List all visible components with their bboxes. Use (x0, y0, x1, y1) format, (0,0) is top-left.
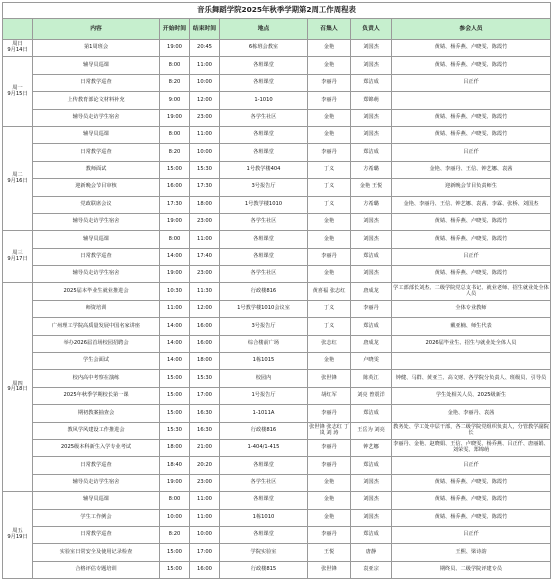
location-cell: 各班课堂 (220, 126, 308, 143)
event-content-cell: 辅导员巡课 (33, 126, 160, 143)
start-time-cell: 18:40 (160, 457, 190, 474)
table-row (3, 213, 551, 230)
end-time-cell: 21:00 (190, 439, 220, 456)
end-time-cell: 18:00 (190, 196, 220, 213)
owner-cell: 刘国杰 (351, 492, 392, 509)
event-content-cell: 辅导员巡课 (33, 57, 160, 74)
convener-cell: 胡红军 (308, 387, 351, 404)
location-cell: 各班课堂 (220, 526, 308, 543)
owner-cell: 卢晓雯 (351, 353, 392, 370)
owner-cell: 刘国杰 (351, 266, 392, 283)
end-time-cell: 15:30 (190, 161, 220, 178)
convener-cell: 金艳 (308, 213, 351, 230)
attendees-cell: 吕正仟 (392, 526, 551, 543)
convener-cell: 丁义 (308, 196, 351, 213)
start-time-cell: 14:00 (160, 318, 190, 335)
convener-cell: 金艳 (308, 509, 351, 526)
table-row (3, 474, 551, 491)
event-content-cell: 合格评估专题培训 (33, 561, 160, 578)
event-content-cell: 校内高中考察在演练 (33, 370, 160, 387)
date-label: 9月15日 (7, 90, 28, 97)
end-time-cell: 12:00 (190, 300, 220, 317)
owner-cell: 郑洁成 (351, 74, 392, 91)
location-cell: 各班课堂 (220, 144, 308, 161)
convener-cell: 丁义 (308, 161, 351, 178)
event-content-cell: 日常教学巡查 (33, 74, 160, 91)
table-row (3, 439, 551, 456)
header-day (3, 19, 33, 40)
location-cell: 学院实验室 (220, 544, 308, 561)
end-time-cell: 20:20 (190, 457, 220, 474)
attendees-cell: 吕正仟 (392, 144, 551, 161)
weekday-label: 周四 (12, 380, 23, 387)
attendees-cell: 李丽丹、金艳、赵晓娟、王信、卢晓雯、杨乔燕、吕正仟、唐丽娟、刘荣雯、郑锦萌 (392, 439, 551, 456)
start-time-cell: 9:00 (160, 92, 190, 109)
table-row (3, 457, 551, 474)
day-label (3, 40, 33, 57)
attendees-cell: 迎新晚会节目负责师生 (392, 179, 551, 196)
event-content-cell: 迎新晚会节目审核 (33, 179, 160, 196)
end-time-cell: 23:00 (190, 474, 220, 491)
header-owner: 负责人 (351, 19, 392, 40)
table-row (3, 126, 551, 143)
header-convener: 召集人 (308, 19, 351, 40)
event-content-cell: 期初教案抽查会 (33, 405, 160, 422)
day-label (3, 492, 33, 579)
owner-cell: 刘国杰 (351, 474, 392, 491)
end-time-cell: 17:00 (190, 544, 220, 561)
start-time-cell: 15:00 (160, 370, 190, 387)
page-title: 音乐舞蹈学院2025年秋季学期第2周工作周程表 (3, 3, 551, 19)
location-cell: 各班课堂 (220, 231, 308, 248)
convener-cell: 金艳 (308, 109, 351, 126)
owner-cell: 刘亮 曾震洋 (351, 387, 392, 404)
start-time-cell: 16:00 (160, 179, 190, 196)
day-label (3, 57, 33, 127)
owner-cell: 刘国杰 (351, 126, 392, 143)
owner-cell: 李丽丹 (351, 300, 392, 317)
table-row (3, 109, 551, 126)
location-cell: 1-1010 (220, 92, 308, 109)
table-row (3, 92, 551, 109)
start-time-cell: 15:00 (160, 387, 190, 404)
event-content-cell: 辅导员走访学生宿舍 (33, 213, 160, 230)
end-time-cell: 11:00 (190, 57, 220, 74)
start-time-cell: 14:00 (160, 335, 190, 352)
weekday-label: 周一 (12, 84, 23, 91)
end-time-cell: 23:00 (190, 109, 220, 126)
convener-cell: 张世锋 (308, 370, 351, 387)
owner-cell: 唐成龙 (351, 335, 392, 352)
convener-cell: 丁义 (308, 318, 351, 335)
convener-cell: 金艳 (308, 126, 351, 143)
convener-cell: 金艳 (308, 492, 351, 509)
owner-cell: 方希璐 (351, 196, 392, 213)
day-label (3, 126, 33, 230)
header-start-time: 开始时间 (160, 19, 190, 40)
end-time-cell: 11:00 (190, 509, 220, 526)
start-time-cell: 11:00 (160, 300, 190, 317)
end-time-cell: 11:00 (190, 126, 220, 143)
owner-cell: 唐成龙 (351, 283, 392, 300)
location-cell: 各班课堂 (220, 492, 308, 509)
start-time-cell: 15:00 (160, 544, 190, 561)
event-content-cell: 上传教育部论文材料补充 (33, 92, 160, 109)
end-time-cell: 17:40 (190, 248, 220, 265)
event-content-cell: 实验室日常安全及使用记录检查 (33, 544, 160, 561)
event-content-cell: 日常教学巡查 (33, 457, 160, 474)
weekday-label: 周三 (12, 250, 23, 257)
date-label: 9月17日 (7, 255, 28, 262)
table-row (3, 161, 551, 178)
start-time-cell: 10:30 (160, 283, 190, 300)
owner-cell: 刘国杰 (351, 40, 392, 57)
owner-cell: 钟艺娜 (351, 439, 392, 456)
event-content-cell: 学生工作例会 (33, 509, 160, 526)
attendees-cell: 金艳、李丽丹、王信、钟艺娜、袁茜 (392, 161, 551, 178)
event-content-cell: 2025届本毕业生就业推进会 (33, 283, 160, 300)
attendees-cell: 王熙、梁诗韵 (392, 544, 551, 561)
convener-cell: 金艳 (308, 57, 351, 74)
end-time-cell: 18:00 (190, 353, 220, 370)
attendees-cell (392, 92, 551, 109)
owner-cell: 金艳 王悦 (351, 179, 392, 196)
schedule-body (3, 40, 551, 579)
attendees-cell: 全体专业教师 (392, 300, 551, 317)
attendees-cell: 黄婧、杨乔燕、卢晓雯、陈霞竹 (392, 474, 551, 491)
end-time-cell: 20:45 (190, 40, 220, 57)
table-row (3, 57, 551, 74)
location-cell: 1-404/1-415 (220, 439, 308, 456)
table-row (3, 179, 551, 196)
attendees-cell (392, 353, 551, 370)
weekday-label: 周日 (12, 41, 23, 48)
convener-cell: 金艳 (308, 474, 351, 491)
attendees-cell: 教务处、学工处中层干部，各二级学院党组织负责人，分管教学副院长 (392, 422, 551, 439)
convener-cell: 李丽丹 (308, 92, 351, 109)
event-content-cell: 广州理工学院高质量发展中国名家讲座 (33, 318, 160, 335)
day-label (3, 283, 33, 492)
event-content-cell: 教风学风建设工作推进会 (33, 422, 160, 439)
end-time-cell: 10:00 (190, 74, 220, 91)
event-content-cell: 学生会面试 (33, 353, 160, 370)
start-time-cell: 18:00 (160, 439, 190, 456)
start-time-cell: 8:00 (160, 231, 190, 248)
attendees-cell: 黄婧、杨乔燕、卢晓雯、陈霞竹 (392, 40, 551, 57)
end-time-cell: 16:00 (190, 335, 220, 352)
table-row (3, 422, 551, 439)
header-row (3, 19, 551, 40)
table-row (3, 40, 551, 57)
attendees-cell: 黄婧、杨乔燕、卢晓雯、陈霞竹 (392, 126, 551, 143)
header-content: 内容 (33, 19, 160, 40)
attendees-cell: 黄婧、杨乔燕、卢晓雯、陈霞竹 (392, 57, 551, 74)
location-cell: 3号报告厅 (220, 179, 308, 196)
end-time-cell: 10:00 (190, 526, 220, 543)
attendees-cell: 黄婧、杨乔燕、卢晓雯、陈霞竹 (392, 492, 551, 509)
owner-cell: 刘国杰 (351, 109, 392, 126)
header-end-time: 结束时间 (190, 19, 220, 40)
location-cell: 1-1011A (220, 405, 308, 422)
table-row (3, 387, 551, 404)
event-content-cell: 辅导员巡课 (33, 231, 160, 248)
location-cell: 各班课堂 (220, 457, 308, 474)
table-row (3, 405, 551, 422)
start-time-cell: 19:00 (160, 40, 190, 57)
attendees-cell: 黄婧、杨乔燕、卢晓雯、陈霞竹 (392, 213, 551, 230)
table-row (3, 318, 551, 335)
schedule-sheet (2, 2, 550, 579)
location-cell: 1号教学楼1010会议室 (220, 300, 308, 317)
table-row (3, 353, 551, 370)
table-row (3, 231, 551, 248)
weekday-label: 周五 (12, 528, 23, 535)
convener-cell: 王悦 (308, 544, 351, 561)
end-time-cell: 11:00 (190, 492, 220, 509)
owner-cell: 郑洁成 (351, 144, 392, 161)
start-time-cell: 15:00 (160, 161, 190, 178)
attendees-cell: 金艳、李丽丹、王信、钟艺娜、袁茜、李霖、张桥、刘国杰 (392, 196, 551, 213)
convener-cell: 李丽丹 (308, 74, 351, 91)
end-time-cell: 23:00 (190, 266, 220, 283)
owner-cell: 郑洁成 (351, 405, 392, 422)
table-row (3, 144, 551, 161)
event-content-cell: 举办2026届首场校园招聘会 (33, 335, 160, 352)
attendees-cell: 学工部部长刘杰、二级学院党总支书记、就业老师、招生就业处全体人员 (392, 283, 551, 300)
end-time-cell: 11:30 (190, 283, 220, 300)
location-cell: 各班课堂 (220, 57, 308, 74)
location-cell: 各学生社区 (220, 109, 308, 126)
convener-cell: 李丽丹 (308, 405, 351, 422)
convener-cell: 丁义 (308, 300, 351, 317)
start-time-cell: 14:00 (160, 353, 190, 370)
start-time-cell: 8:20 (160, 144, 190, 161)
location-cell: 各学生社区 (220, 266, 308, 283)
event-content-cell: 辅导员巡课 (33, 492, 160, 509)
end-time-cell: 10:00 (190, 144, 220, 161)
convener-cell: 金艳 (308, 40, 351, 57)
start-time-cell: 10:00 (160, 509, 190, 526)
location-cell: 1号教学楼1010 (220, 196, 308, 213)
location-cell: 校园内 (220, 370, 308, 387)
convener-cell: 金艳 (308, 266, 351, 283)
table-row (3, 370, 551, 387)
attendees-cell: 钟健、马群、黄亚兰、高文财、各学院分负责人、班级员、引导员 (392, 370, 551, 387)
attendees-cell: 金艳、李丽丹、袁茜 (392, 405, 551, 422)
event-content-cell: 第1周班会 (33, 40, 160, 57)
end-time-cell: 17:30 (190, 179, 220, 196)
owner-cell: 刘国杰 (351, 57, 392, 74)
owner-cell: 刘国杰 (351, 213, 392, 230)
attendees-cell: 黄婧、杨乔燕、卢晓雯、陈霞竹 (392, 509, 551, 526)
end-time-cell: 23:00 (190, 213, 220, 230)
location-cell: 综合楼前广场 (220, 335, 308, 352)
event-content-cell: 日常教学巡查 (33, 248, 160, 265)
event-content-cell: 辅导员走访学生宿舍 (33, 474, 160, 491)
date-label: 9月16日 (7, 177, 28, 184)
event-content-cell: 辅导员走访学生宿舍 (33, 109, 160, 126)
event-content-cell: 2025年秋季学期校长第一课 (33, 387, 160, 404)
convener-cell: 李丽丹 (308, 526, 351, 543)
location-cell: 1号报告厅 (220, 387, 308, 404)
day-label (3, 231, 33, 283)
end-time-cell: 16:00 (190, 561, 220, 578)
header-attendees: 参会人员 (392, 19, 551, 40)
convener-cell: 金艳 (308, 353, 351, 370)
table-row (3, 561, 551, 578)
end-time-cell: 16:00 (190, 318, 220, 335)
table-row (3, 526, 551, 543)
start-time-cell: 8:00 (160, 126, 190, 143)
start-time-cell: 15:30 (160, 422, 190, 439)
event-content-cell: 日常教学巡查 (33, 144, 160, 161)
convener-cell: 李丽丹 (308, 457, 351, 474)
end-time-cell: 11:00 (190, 231, 220, 248)
event-content-cell: 日常教学巡查 (33, 526, 160, 543)
location-cell: 行政楼816 (220, 283, 308, 300)
convener-cell: 张世锋 张志红 丁岚 刘 涛 (308, 422, 351, 439)
location-cell: 6栋班会教室 (220, 40, 308, 57)
table-row (3, 492, 551, 509)
location-cell: 各学生社区 (220, 213, 308, 230)
start-time-cell: 17:30 (160, 196, 190, 213)
table-row (3, 300, 551, 317)
header-location: 地点 (220, 19, 308, 40)
attendees-cell: 期终员、二级学院评建专员 (392, 561, 551, 578)
end-time-cell: 12:00 (190, 92, 220, 109)
start-time-cell: 19:00 (160, 213, 190, 230)
start-time-cell: 19:00 (160, 266, 190, 283)
start-time-cell: 8:00 (160, 57, 190, 74)
date-label: 9月19日 (7, 534, 28, 541)
attendees-cell: 学生处相关人员、2025级新生 (392, 387, 551, 404)
table-row (3, 196, 551, 213)
start-time-cell: 19:00 (160, 109, 190, 126)
end-time-cell: 16:30 (190, 422, 220, 439)
location-cell: 3号报告厅 (220, 318, 308, 335)
convener-cell: 丁义 (308, 179, 351, 196)
start-time-cell: 15:00 (160, 561, 190, 578)
event-content-cell: 师资培训 (33, 300, 160, 317)
owner-cell: 郑洁成 (351, 248, 392, 265)
owner-cell: 袁亚宗 (351, 561, 392, 578)
start-time-cell: 8:20 (160, 74, 190, 91)
attendees-cell: 2026届毕业生、招生与就业处全体人员 (392, 335, 551, 352)
location-cell: 1栋1015 (220, 353, 308, 370)
location-cell: 1栋1010 (220, 509, 308, 526)
owner-cell: 刘国杰 (351, 509, 392, 526)
event-content-cell: 2025级本科新生入学专业考试 (33, 439, 160, 456)
table-row (3, 283, 551, 300)
convener-cell: 张志红 (308, 335, 351, 352)
end-time-cell: 16:30 (190, 405, 220, 422)
start-time-cell: 8:00 (160, 492, 190, 509)
schedule-table (2, 2, 551, 579)
start-time-cell: 14:00 (160, 248, 190, 265)
owner-cell: 郑洁成 (351, 526, 392, 543)
event-content-cell: 党政联席会议 (33, 196, 160, 213)
owner-cell: 方希璐 (351, 161, 392, 178)
attendees-cell: 吕正仟 (392, 457, 551, 474)
table-row (3, 74, 551, 91)
date-label: 9月14日 (7, 47, 28, 54)
start-time-cell: 19:00 (160, 474, 190, 491)
convener-cell: 张世锋 (308, 561, 351, 578)
table-row (3, 248, 551, 265)
table-row (3, 266, 551, 283)
convener-cell: 黄喜福 张志红 (308, 283, 351, 300)
table-row (3, 509, 551, 526)
convener-cell: 李丽丹 (308, 248, 351, 265)
owner-cell: 郑洁成 (351, 318, 392, 335)
owner-cell: 郑锦萌 (351, 92, 392, 109)
attendees-cell: 黄婧、杨乔燕、卢晓雯、陈霞竹 (392, 109, 551, 126)
owner-cell: 刘国杰 (351, 231, 392, 248)
start-time-cell: 15:00 (160, 405, 190, 422)
convener-cell: 李丽丹 (308, 439, 351, 456)
date-label: 9月18日 (7, 386, 28, 393)
location-cell: 各班课堂 (220, 248, 308, 265)
end-time-cell: 15:30 (190, 370, 220, 387)
convener-cell: 金艳 (308, 231, 351, 248)
attendees-cell: 黄婧、杨乔燕、卢晓雯、陈霞竹 (392, 231, 551, 248)
weekday-label: 周二 (12, 171, 23, 178)
location-cell: 行政楼816 (220, 422, 308, 439)
location-cell: 1号教学楼404 (220, 161, 308, 178)
end-time-cell: 17:00 (190, 387, 220, 404)
owner-cell: 唐静 (351, 544, 392, 561)
start-time-cell: 8:20 (160, 526, 190, 543)
owner-cell: 郑洁成 (351, 457, 392, 474)
attendees-cell: 戴亚楠、师生代表 (392, 318, 551, 335)
attendees-cell: 吕正仟 (392, 74, 551, 91)
table-row (3, 335, 551, 352)
attendees-cell: 黄婧、杨乔燕、卢晓雯、陈霞竹 (392, 266, 551, 283)
attendees-cell: 吕正仟 (392, 248, 551, 265)
event-content-cell: 教师面试 (33, 161, 160, 178)
owner-cell: 王岳为 刘亮 (351, 422, 392, 439)
event-content-cell: 辅导员走访学生宿舍 (33, 266, 160, 283)
owner-cell: 陈英江 (351, 370, 392, 387)
location-cell: 各班课堂 (220, 74, 308, 91)
location-cell: 各学生社区 (220, 474, 308, 491)
location-cell: 行政楼815 (220, 561, 308, 578)
convener-cell: 李丽丹 (308, 144, 351, 161)
